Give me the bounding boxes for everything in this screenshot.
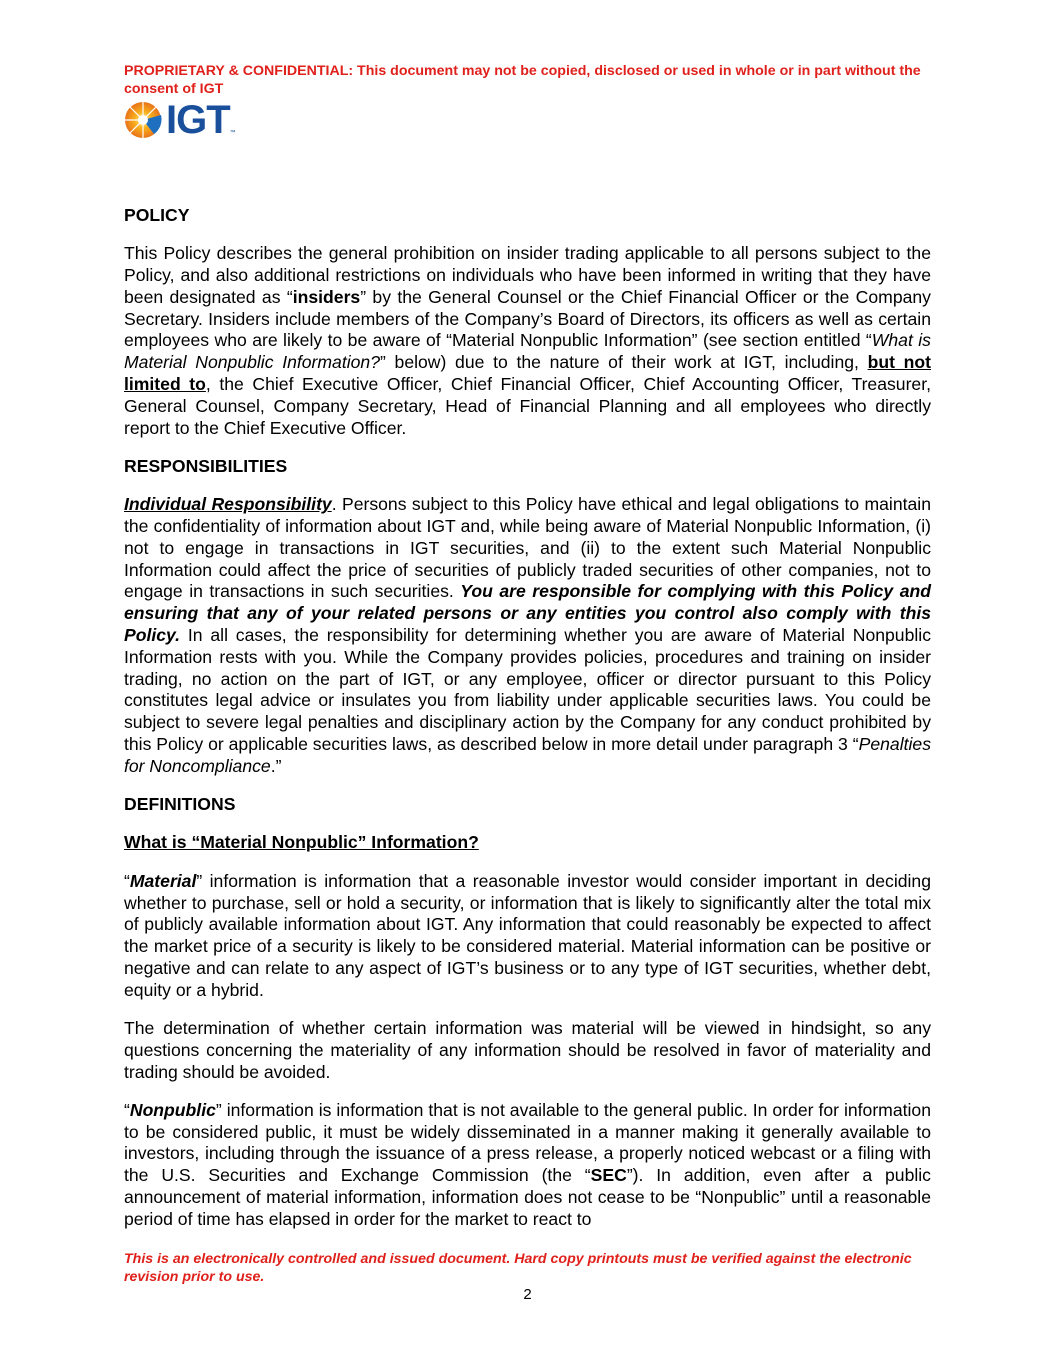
nonpublic-definition-paragraph: “Nonpublic” information is information that is not available to the general public. In order for information to be considered public, it must be widely disseminated in a manner making it generally available to investors, including through the issuance of a press release, a properly noticed webcast or a filing with the U.S. Securities and Exchange Commission (the “SEC”). In addition, even after a public announcement of material information, information does not cease to be “Nonpublic” until a reasonable period of time has elapsed in order for the market to react to — [124, 1099, 931, 1229]
individual-responsibility-title: Individual Responsibility — [124, 494, 332, 515]
sec-term: SEC — [590, 1165, 627, 1186]
material-definition-paragraph: “Material” information is information that a reasonable investor would consider important in deciding whether to purchase, sell or hold a security, or information that is likely to significantly alter the total mix of publicly available information about IGT. Any information that could reasonably be expected to affect the market price of a security is likely to be considered material. Material information can be positive or negative and can relate to any aspect of IGT’s business or to any type of IGT securities, whether debt, equity or a hybrid. — [124, 870, 931, 1000]
responsibilities-heading: RESPONSIBILITIES — [124, 455, 288, 476]
nonpublic-term: Nonpublic — [129, 1099, 216, 1120]
compliance-emphasis: You are responsible for complying with this Policy and ensuring that any of your related persons or any entities you control also comply with this Policy. — [124, 581, 931, 646]
definitions-heading: DEFINITIONS — [124, 794, 236, 815]
page-number: 2 — [523, 1286, 532, 1303]
policy-heading: POLICY — [124, 205, 190, 225]
but-not-limited-to: but not limited to — [124, 352, 932, 395]
material-nonpublic-subheading: What is “Material Nonpublic” Information? — [124, 832, 479, 853]
insiders-term: insiders — [292, 286, 361, 307]
logo-wordmark: IGT — [166, 98, 230, 142]
trademark-symbol: ™ — [229, 130, 236, 136]
policy-paragraph: This Policy describes the general prohibition on insider trading applicable to all persons subject to the Policy, and also additional restrictions on individuals who have been informed in writing that they have been designated as “insiders” by the General Counsel or the Chief Financial Officer or the Company Secretary. Insiders include members of the Company’s Board of Directors, its officers as well as certain employees who are likely to be aware of “Material Nonpublic Information” (see section entitled “What is Material Nonpublic Information?” below) due to the nature of their work at IGT, including, but not limited to, the Chief Executive Officer, Chief Financial Officer, Chief Accounting Officer, Treasurer, General Counsel, Company Secretary, Head of Financial Planning and all employees who directly report to the Chief Executive Officer. — [124, 243, 932, 438]
responsibility-paragraph: Individual Responsibility. Persons subject to this Policy have ethical and legal obligations to maintain the confidentiality of information about IGT and, while being aware of Material Nonpublic Information, (i) not to engage in transactions in IGT securities, and (ii) to the extent such Material Nonpublic Information could affect the price of securities of publicly traded securities of other companies, not to engage in transactions in such securities. You are responsible for complying with this Policy and ensuring that any of your related persons or any entities you control also comply with this Policy. In all cases, the responsibility for determining whether you are aware of Material Nonpublic Information rests with you. While the Company provides policies, procedures and training on insider trading, no action on the part of IGT, or any employee, officer or director pursuant to this Policy constitutes legal advice or insulates you from liability under applicable securities laws. You could be subject to severe legal penalties and disciplinary action by the Company for any conduct prohibited by this Policy or applicable securities laws, as described below in more detail under paragraph 3 “Penalties for Noncompliance.” — [124, 494, 931, 776]
igt-sunburst-icon — [124, 101, 162, 139]
material-term: Material — [129, 870, 197, 891]
hindsight-paragraph: The determination of whether certain information was material will be viewed in hindsight, so any questions concerning the materiality of any information should be resolved in favor of materiality and trading should be avoided. — [124, 1018, 931, 1082]
penalties-reference: Penalties for Noncompliance — [124, 734, 931, 776]
controlled-document-notice: This is an electronically controlled and issued document. Hard copy printouts must be verified against the electronic revision prior to use. — [124, 1251, 912, 1285]
confidentiality-header: PROPRIETARY & CONFIDENTIAL: This document may not be copied, disclosed or used in whole or in part without the consent of IGT — [124, 63, 921, 97]
document-body — [124, 205, 931, 1231]
igt-logo — [124, 100, 236, 140]
